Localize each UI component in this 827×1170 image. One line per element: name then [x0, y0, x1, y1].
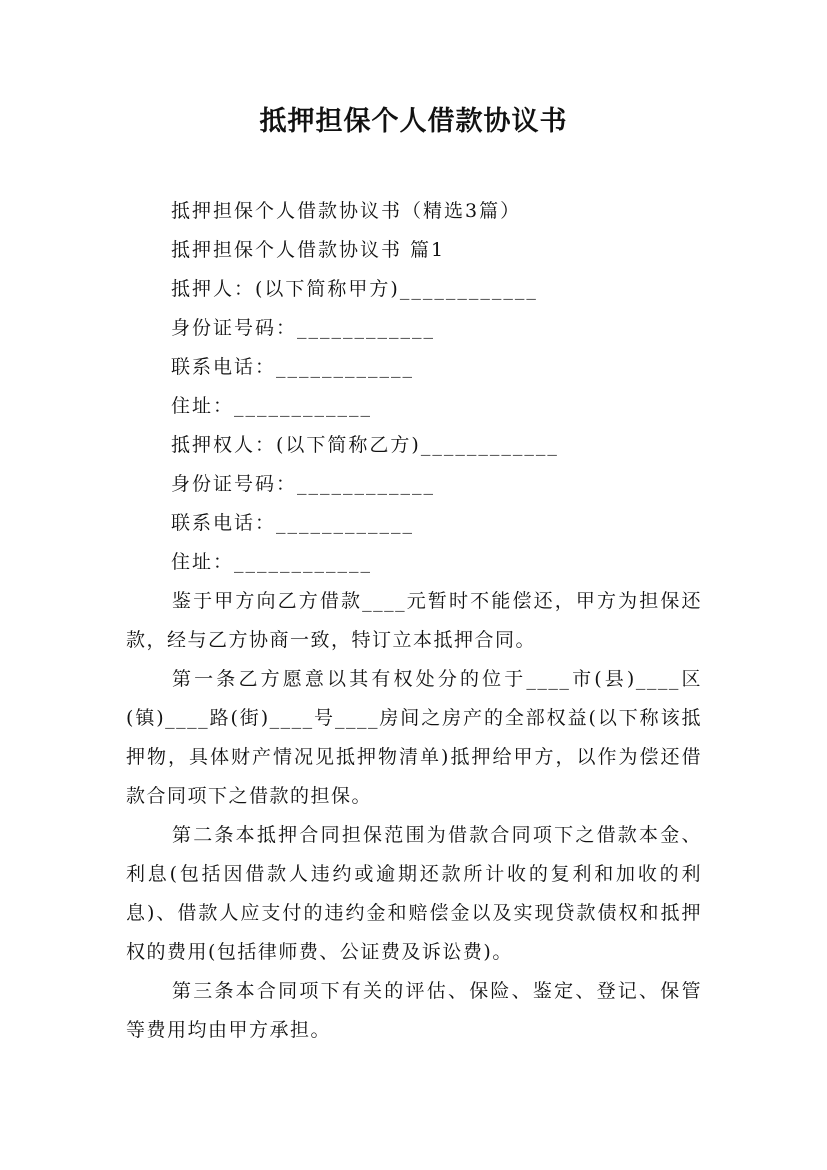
section-heading: 抵押担保个人借款协议书 篇1 — [171, 239, 446, 261]
article-1-paragraph: 第一条乙方愿意以其有权处分的位于____市(县)____区(镇)____路(街)____号____房间之房产的全部权益(以下称该抵押物，具体财产情况见抵押物清单)抵押给甲方，以作为偿还借款合同项下之借款的担保。 — [126, 668, 702, 807]
mortgagee-phone-line: 联系电话：____________ — [171, 512, 415, 534]
mortgagor-id-line: 身份证号码：____________ — [171, 317, 436, 339]
mortgagee-line: 抵押权人：(以下简称乙方)____________ — [171, 434, 559, 456]
preamble-paragraph: 鉴于甲方向乙方借款____元暂时不能偿还，甲方为担保还款，经与乙方协商一致，特订立本抵押合同。 — [126, 590, 702, 651]
subtitle-line: 抵押担保个人借款协议书（精选3篇） — [171, 200, 522, 222]
mortgagor-phone-line: 联系电话：____________ — [171, 356, 415, 378]
article-3-paragraph: 第三条本合同项下有关的评估、保险、鉴定、登记、保管等费用均由甲方承担。 — [126, 980, 702, 1041]
document-title: 抵押担保个人借款协议书 — [259, 106, 568, 137]
mortgagee-id-line: 身份证号码：____________ — [171, 473, 436, 495]
mortgagor-line: 抵押人：(以下简称甲方)____________ — [171, 278, 538, 300]
mortgagee-address-line: 住址：____________ — [171, 551, 373, 573]
mortgagor-address-line: 住址：____________ — [171, 395, 373, 417]
article-2-paragraph: 第二条本抵押合同担保范围为借款合同项下之借款本金、利息(包括因借款人违约或逾期还款所计收的复利和加收的利息)、借款人应支付的违约金和赔偿金以及实现贷款债权和抵押权的费用(包括律师费、公证费及诉讼费)。 — [126, 824, 702, 963]
